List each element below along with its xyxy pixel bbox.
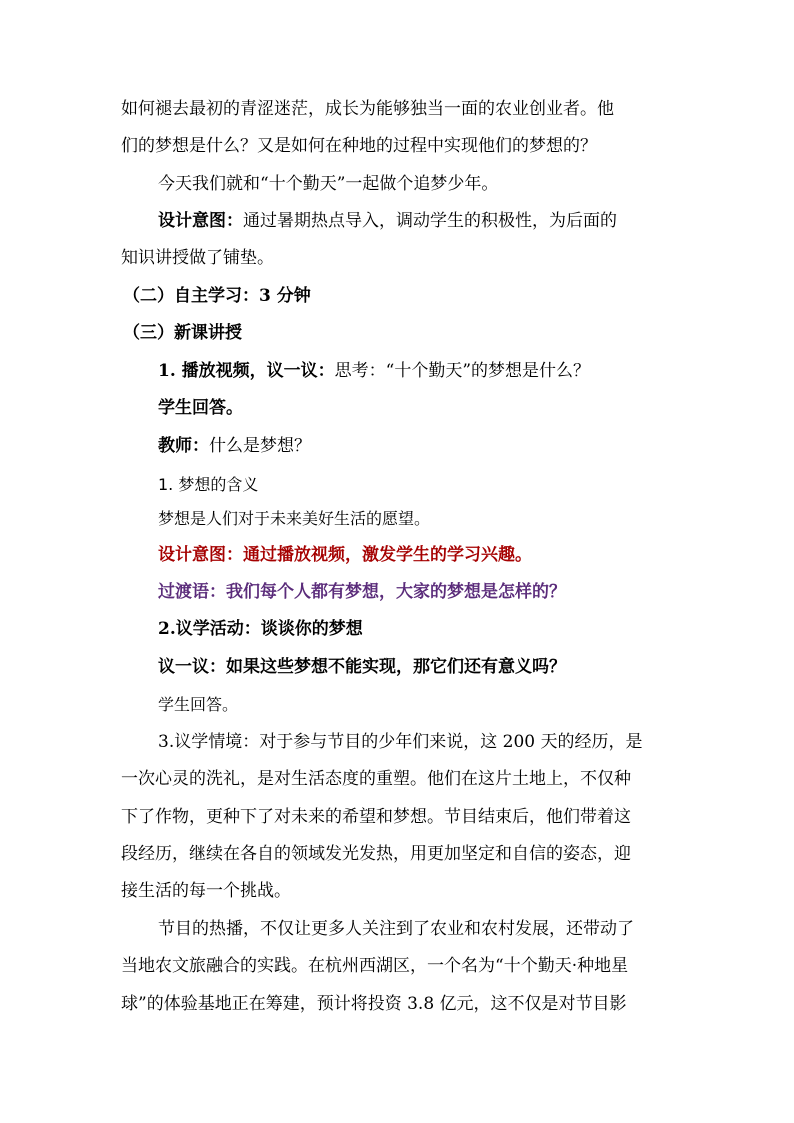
student-answer-line: 学生回答。 [158, 695, 239, 714]
section-heading: （二）自主学习：3 分钟 [123, 286, 311, 306]
activity-line [158, 353, 714, 390]
teacher-label: 教师： [158, 436, 209, 456]
design-intent-text: 通过暑期热点导入，调动学生的积极性，为后面的 [243, 211, 617, 231]
paragraph-line: 下了作物，更种下了对未来的希望和梦想。节目结束后，他们带着这 [121, 807, 631, 827]
subheading-line: 1. 梦想的含义 [158, 475, 259, 494]
paragraph-line: 段经历，继续在各自的领域发光发热，用更加坚定和自信的姿态，迎 [121, 844, 631, 864]
paragraph-line: 当地农文旅融合的实践。在杭州西湖区，一个名为“十个勤天·种地星 [121, 956, 629, 976]
paragraph-line: 一次心灵的洗礼，是对生活态度的重塑。他们在这片土地上，不仅种 [121, 769, 631, 789]
design-intent-line [158, 203, 714, 240]
section-heading: （三）新课讲授 [123, 323, 242, 343]
paragraph-line: 节目的热播，不仅让更多人关注到了农业和农村发展，还带动了 [158, 919, 634, 939]
transition-line: 过渡语：我们每个人都有梦想，大家的梦想是怎样的？ [158, 582, 566, 602]
design-intent-red-line: 设计意图：通过播放视频，激发学生的学习兴趣。 [158, 545, 532, 565]
paragraph-line: 今天我们就和“十个勤天”一起做个追梦少年。 [158, 174, 499, 194]
activity-heading: 2.议学活动：谈谈你的梦想 [158, 619, 363, 639]
definition-line: 梦想是人们对于未来美好生活的愿望。 [158, 509, 431, 528]
discussion-line: 议一议：如果这些梦想不能实现，那它们还有意义吗？ [158, 657, 566, 677]
design-intent-label: 设计意图： [158, 211, 243, 231]
paragraph-line: 们的梦想是什么？又是如何在种地的过程中实现他们的梦想的？ [121, 136, 597, 156]
teacher-text: 什么是梦想？ [209, 436, 311, 456]
paragraph-line: 3.议学情境：对于参与节目的少年们来说，这 200 天的经历，是 [158, 732, 643, 752]
paragraph-line: 球”的体验基地正在筹建，预计将投资 3.8 亿元，这不仅是对节目影 [121, 994, 627, 1014]
paragraph-line: 如何褪去最初的青涩迷茫，成长为能够独当一面的农业创业者。他 [121, 99, 614, 119]
paragraph-line: 接生活的每一个挑战。 [121, 881, 291, 901]
teacher-line [158, 428, 714, 465]
activity-label: 1. 播放视频，议一议： [158, 361, 335, 381]
paragraph-line: 知识讲授做了铺垫。 [121, 248, 274, 268]
activity-text: 思考：“十个勤天”的梦想是什么？ [334, 361, 591, 381]
student-answer-line: 学生回答。 [158, 398, 243, 418]
